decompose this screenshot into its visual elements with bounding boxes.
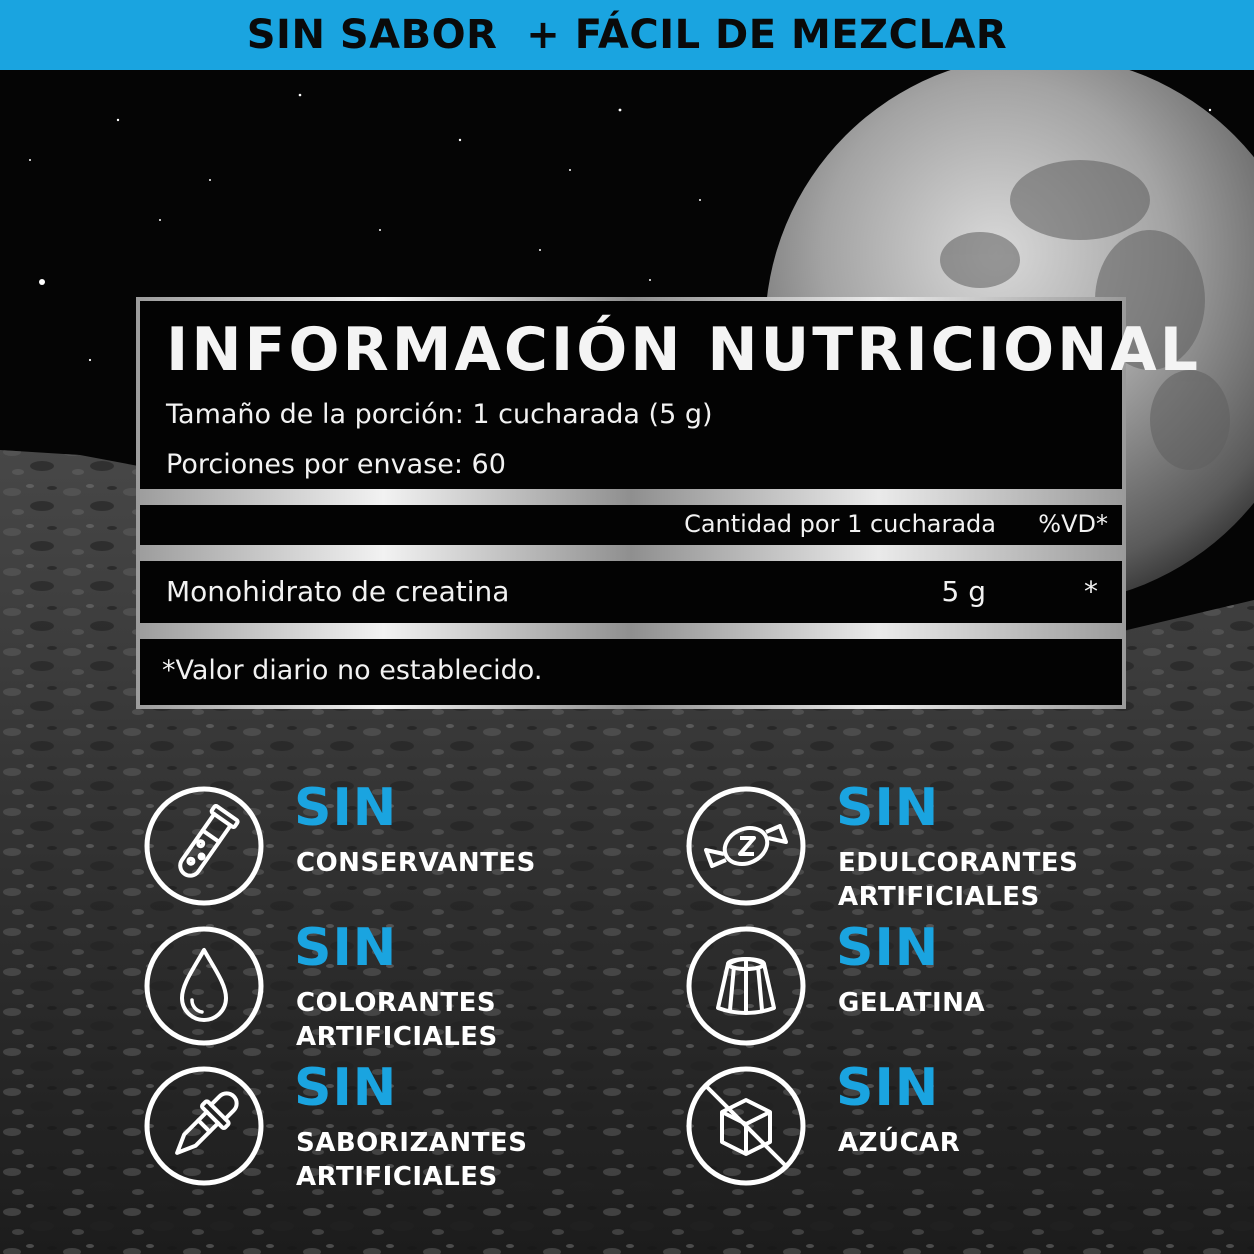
feature-label-line: ARTIFICIALES <box>296 1162 498 1192</box>
feature-label <box>838 986 985 1020</box>
servings-per-container: Porciones por envase: 60 <box>166 449 506 480</box>
feature-prefix: SIN <box>294 1058 398 1118</box>
sugar-cube-icon <box>684 1064 808 1188</box>
ingredient-amount: 5 g <box>941 575 986 608</box>
serving-size: Tamaño de la porción: 1 cucharada (5 g) <box>166 399 713 430</box>
candy-icon <box>684 784 808 908</box>
nutrition-panel <box>136 297 1201 709</box>
feature-label <box>838 1126 960 1160</box>
footnote: *Valor diario no establecido. <box>162 655 543 686</box>
feature-label <box>296 846 536 880</box>
feature-no-artificial-flavors <box>142 1058 662 1194</box>
feature-no-gelatin <box>684 918 1204 1054</box>
feature-prefix: SIN <box>836 778 940 838</box>
nutrition-header <box>140 301 1201 489</box>
gelatin-icon <box>684 924 808 1048</box>
feature-prefix: SIN <box>294 778 398 838</box>
nutrition-title: INFORMACIÓN NUTRICIONAL <box>166 315 1201 385</box>
feature-no-sugar <box>684 1058 1204 1194</box>
feature-prefix: SIN <box>836 918 940 978</box>
feature-label-line: CONSERVANTES <box>296 848 536 878</box>
feature-label-line: ARTIFICIALES <box>838 882 1040 912</box>
feature-prefix: SIN <box>836 1058 940 1118</box>
ingredient-dv: * <box>1084 575 1098 608</box>
feature-prefix: SIN <box>294 918 398 978</box>
feature-label <box>838 846 1078 914</box>
feature-label-line: COLORANTES <box>296 988 497 1018</box>
ingredient-name: Monohidrato de creatina <box>166 575 510 608</box>
feature-no-artificial-colors <box>142 918 662 1054</box>
dv-column-header: %VD* <box>1038 510 1108 538</box>
dropper-icon <box>142 1064 266 1188</box>
footnote-row <box>140 639 1122 705</box>
feature-label <box>296 986 498 1054</box>
feature-no-preservatives <box>142 778 662 914</box>
column-header-row <box>140 505 1122 545</box>
feature-label-line: SABORIZANTES <box>296 1128 528 1158</box>
water-drop-icon <box>142 924 266 1048</box>
top-banner <box>0 0 1254 70</box>
ingredient-row <box>140 561 1122 623</box>
feature-label <box>296 1126 527 1194</box>
banner-text: SIN SABOR + FÁCIL DE MEZCLAR <box>246 12 1008 58</box>
amount-column-header: Cantidad por 1 cucharada <box>684 510 996 538</box>
feature-label-line: ARTIFICIALES <box>296 1022 498 1052</box>
feature-label-line: EDULCORANTES <box>838 848 1079 878</box>
feature-no-artificial-sweeteners <box>684 778 1204 914</box>
feature-label-line: AZÚCAR <box>838 1128 961 1158</box>
test-tube-icon <box>142 784 266 908</box>
feature-label-line: GELATINA <box>838 988 986 1018</box>
